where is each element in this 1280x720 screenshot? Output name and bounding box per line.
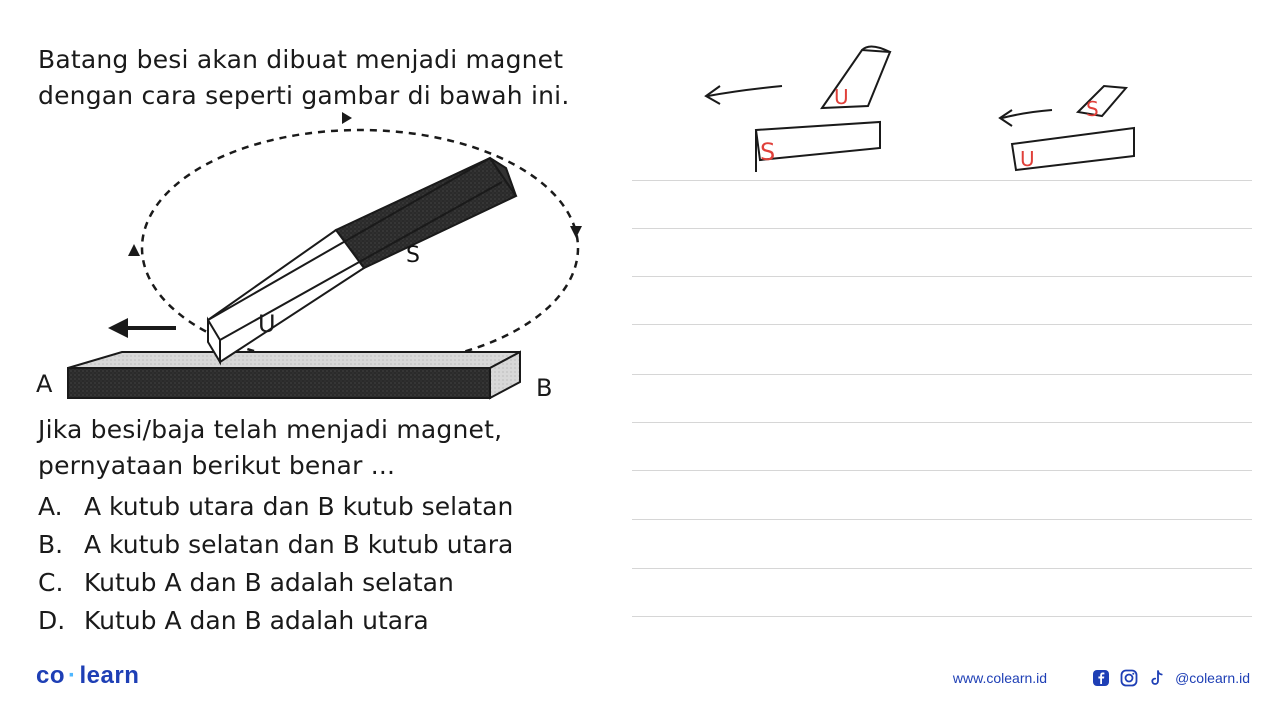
end-a-label: A — [36, 370, 53, 398]
magnet-south-label: S — [406, 243, 420, 268]
option-text: A kutub utara dan B kutub selatan — [84, 492, 514, 521]
logo-dot: · — [68, 662, 77, 689]
bar-magnet — [208, 158, 516, 362]
option-letter: C. — [38, 568, 64, 597]
sketch-right-bar-pole: U — [1020, 147, 1035, 171]
iron-bar — [68, 368, 490, 398]
question-intro: Batang besi akan dibuat menjadi magnet dengan cara seperti gambar di bawah ini. — [38, 45, 570, 110]
path-arrow-left — [128, 244, 140, 256]
sketch-left-magnet-pole: U — [834, 85, 849, 109]
colearn-logo[interactable] — [36, 662, 139, 690]
iron-bar-top — [68, 352, 520, 368]
option-letter: B. — [38, 530, 64, 559]
option-text: Kutub A dan B adalah selatan — [84, 568, 454, 597]
path-arrow-right — [570, 226, 582, 238]
logo-left: co — [36, 662, 66, 689]
tiktok-icon[interactable] — [1147, 668, 1167, 688]
facebook-icon[interactable] — [1091, 668, 1111, 688]
end-b-label: B — [536, 374, 553, 402]
question-prompt: Jika besi/baja telah menjadi magnet, pernyataan berikut benar ... — [38, 415, 503, 480]
option-text: A kutub selatan dan B kutub utara — [84, 530, 514, 559]
option-letter: D. — [38, 606, 66, 635]
option-text: Kutub A dan B adalah utara — [84, 606, 429, 635]
instagram-icon[interactable] — [1119, 668, 1139, 688]
footer-links — [953, 668, 1250, 688]
path-arrow-top — [342, 112, 352, 124]
option-letter: A. — [38, 492, 63, 521]
magnetization-figure — [30, 110, 553, 410]
option-c[interactable] — [38, 564, 513, 602]
option-d[interactable] — [38, 602, 513, 640]
option-b[interactable] — [38, 526, 513, 564]
sketch-right-magnet-pole: S — [1086, 97, 1099, 121]
option-a[interactable] — [38, 488, 513, 526]
social-handle[interactable]: @colearn.id — [1175, 670, 1250, 686]
magnet-north-label: U — [258, 310, 276, 338]
direction-arrow — [108, 318, 128, 338]
handwritten-sketch — [690, 30, 1160, 180]
answer-options — [38, 488, 513, 640]
sketch-left-bar-pole: S — [760, 138, 776, 166]
logo-right: learn — [79, 662, 140, 689]
website-link[interactable]: www.colearn.id — [952, 670, 1048, 686]
